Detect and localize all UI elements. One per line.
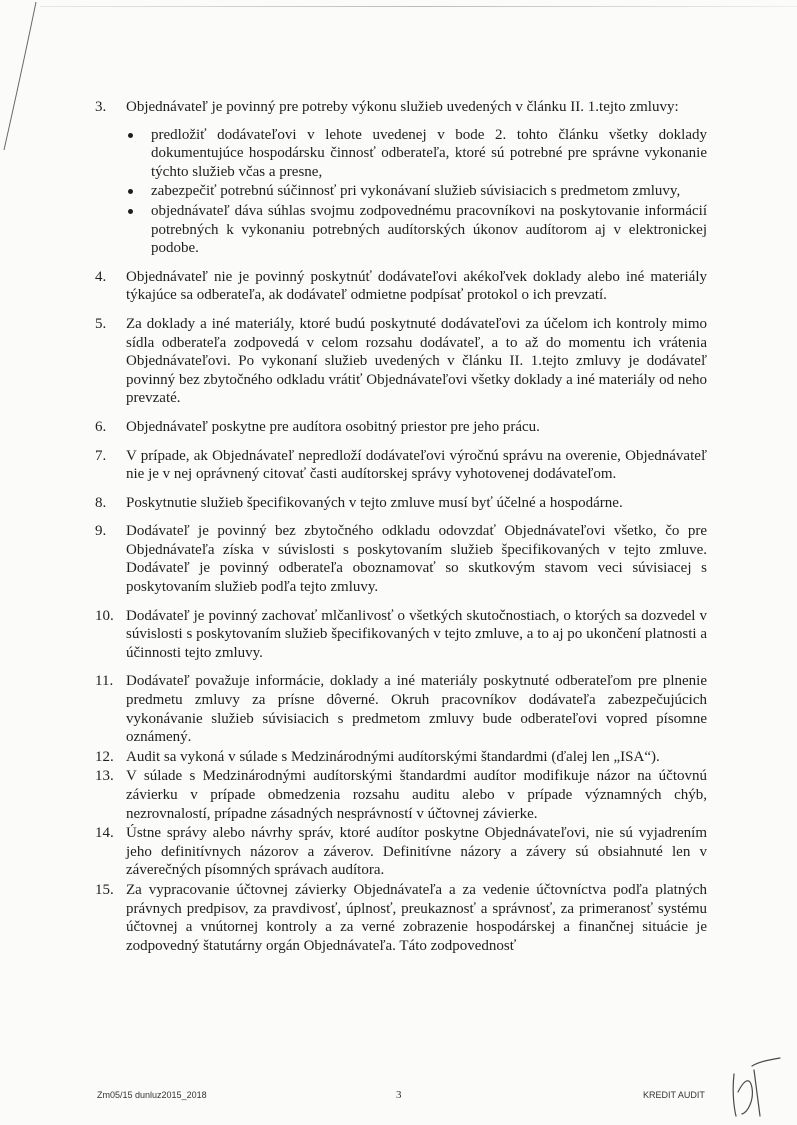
clause-number: 5.	[95, 315, 107, 332]
clause-text: V súlade s Medzinárodnými audítorskými štandardmi audítor modifikuje názor na účtovnú závierku v prípade obmedzenia rozsahu auditu alebo v prípade významných chýb, nezrovnalostí, prípadne zásadných nesprávností v účtovnej závierke.	[126, 768, 707, 822]
bullet-item: objednávateľ dáva súhlas svojmu zodpovednému pracovníkovi na poskytovanie informácií potrebných k vykonaniu potrebných audítorských úkonov audítorom aj v elektronickej podobe.	[126, 202, 707, 258]
clause-number: 15.	[95, 881, 114, 898]
clause-number: 4.	[95, 268, 107, 285]
clause-text: Ústne správy alebo návrhy správ, ktoré audítor poskytne Objednávateľovi, nie sú vyjadrením jeho definitívnych názorov a záverov. Definitívne názory a závery sú obsiahnuté len v záverečných písomných správach audítora.	[126, 825, 707, 879]
clause-8	[95, 494, 707, 513]
clause-text: Poskytnutie služieb špecifikovaných v tejto zmluve musí byť účelné a hospodárne.	[126, 494, 623, 511]
clause-number: 6.	[95, 418, 107, 435]
clause-text: Dodávateľ považuje informácie, doklady a iné materiály poskytnuté odberateľom pre plnenie predmetu zmluvy za prísne dôverné. Okruh pracovníkov dodávateľa zabezpečujúcich vykonávanie služieb súvisiacich s predmetom zmluvy bude odberateľovi vopred písomne oznámený.	[126, 673, 707, 746]
clause-15	[95, 881, 707, 955]
clause-number: 9.	[95, 523, 107, 540]
clause-text: Dodávateľ je povinný zachovať mlčanlivosť o všetkých skutočnostiach, o ktorých sa dozvedel v súvislosti s poskytovaním služieb špecifikovaných v tejto zmluve, a to aj po ukončení platnosti a účinnosti tejto zmluvy.	[126, 607, 707, 661]
scan-edge-line	[40, 6, 797, 7]
clause-text: Objednávateľ poskytne pre audítora osobitný priestor pre jeho prácu.	[126, 418, 540, 435]
footer-document-id: Zm05/15 dunluz2015_2018	[97, 1090, 207, 1100]
clause-6	[95, 418, 707, 437]
handwritten-signature	[728, 1052, 788, 1122]
bullet-icon	[128, 209, 133, 214]
clause-number: 14.	[95, 825, 114, 842]
clause-number: 7.	[95, 447, 107, 464]
clause-14	[95, 824, 707, 880]
clause-text: V prípade, ak Objednávateľ nepredloží dodávateľovi výročnú správu na overenie, Objednávateľ nie je v nej oprávnený citovať časti audítorskej správy vyhotovenej dodávateľom.	[126, 447, 707, 483]
clause-number: 10.	[95, 607, 114, 624]
clause-12	[95, 748, 707, 767]
margin-pen-stroke	[0, 0, 40, 170]
clause-13	[95, 767, 707, 823]
clause-text: Audit sa vykoná v súlade s Medzinárodnými audítorskými štandardmi (ďalej len „ISA“).	[126, 748, 660, 765]
bullet-icon	[128, 133, 133, 138]
clause-number: 8.	[95, 494, 107, 511]
footer-company-name: KREDIT AUDIT	[643, 1090, 705, 1100]
clause-7	[95, 447, 707, 484]
clause-text: Dodávateľ je povinný bez zbytočného odkladu odovzdať Objednávateľovi všetko, čo pre Objednávateľa získa v súvislosti s poskytovaním služieb špecifikovaných v tejto zmluve. Dodávateľ je povinný odberateľa oboznamovať so skutkovým stavom veci súvisiacej s poskytovaním služieb podľa tejto zmluvy.	[126, 523, 707, 596]
bullet-item: zabezpečiť potrebnú súčinnosť pri vykonávaní služieb súvisiacich s predmetom zmluvy,	[126, 182, 707, 201]
clause-number: 11.	[95, 673, 114, 690]
clause-number: 12.	[95, 748, 114, 765]
clause-text: Za doklady a iné materiály, ktoré budú poskytnuté dodávateľovi za účelom ich kontroly mimo sídla odberateľa zodpovedá v celom rozsahu dodávateľ, a to až do momentu ich vrátenia Objednávateľovi. Po vykonaní služieb uvedených v článku II. 1.tejto zmluvy je dodávateľ povinný bez zbytočného odkladu vrátiť Objednávateľovi všetky doklady a iné materiály od neho prevzaté.	[126, 315, 707, 407]
clause-10	[95, 607, 707, 663]
clause-text: Objednávateľ je povinný pre potreby výkonu služieb uvedených v článku II. 1.tejto zmluvy:	[126, 99, 679, 115]
clause-3	[95, 98, 707, 258]
clause-number: 3.	[95, 99, 107, 115]
clause-text: Za vypracovanie účtovnej závierky Objednávateľa a za vedenie účtovníctva podľa platných právnych predpisov, za pravdivosť, úplnosť, preukaznosť a správnosť, za primeranosť systému účtovnej a vnútornej kontroly a za verné zobrazenie hospodárskej a finančnej situácie je zodpovedný štatutárny orgán Objednávateľa. Táto zodpovednosť	[126, 881, 707, 954]
clause-text: Objednávateľ nie je povinný poskytnúť dodávateľovi akékoľvek doklady alebo iné materiály týkajúce sa odberateľa, ak dodávateľ odmietne podpísať protokol o ich prevzatí.	[126, 268, 707, 304]
clause-4	[95, 268, 707, 305]
footer-page-number: 3	[396, 1089, 402, 1101]
clause-number: 13.	[95, 768, 114, 785]
clause-9	[95, 522, 707, 596]
bullet-icon	[128, 189, 133, 194]
bullet-item: predložiť dodávateľovi v lehote uvedenej v bode 2. tohto článku všetky doklady dokumentujúce hospodársku činnosť odberateľa, ktoré sú potrebné pre správne vykonanie týchto služieb včas a presne,	[126, 126, 707, 182]
clause-5	[95, 315, 707, 408]
clause-11	[95, 672, 707, 746]
bullet-list	[126, 126, 707, 258]
document-body	[95, 98, 707, 956]
